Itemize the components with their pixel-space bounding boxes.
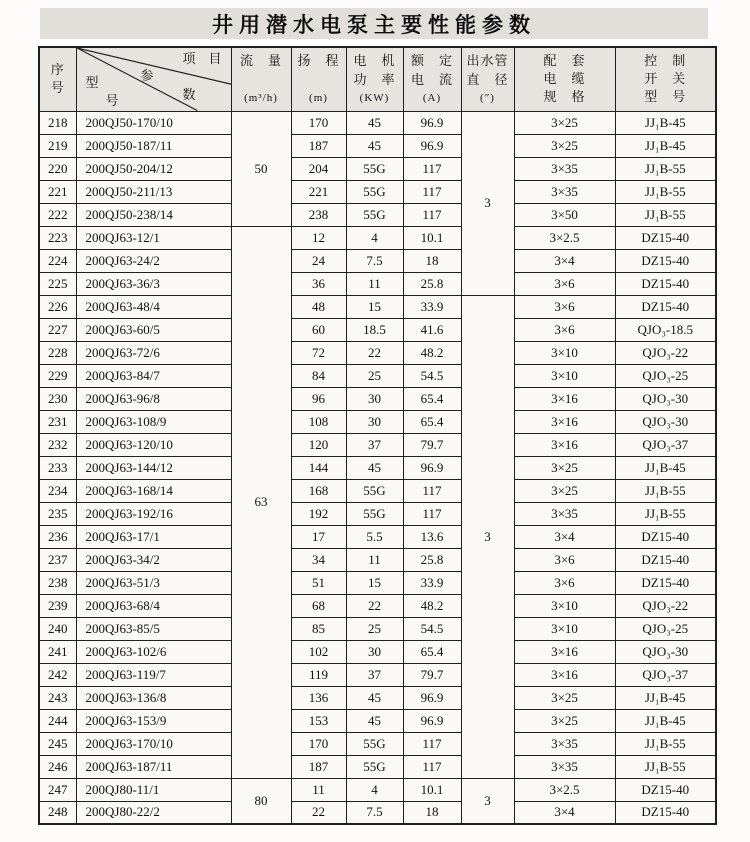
cell-current: 65.4 <box>403 387 461 410</box>
cell-head: 136 <box>291 686 346 709</box>
cell-current: 117 <box>403 180 461 203</box>
cell-switch: JJ₁B-55 <box>615 203 716 226</box>
table-row <box>39 594 716 617</box>
cell-current: 65.4 <box>403 410 461 433</box>
cell-power: 7.5 <box>346 801 403 824</box>
cell-power: 55G <box>346 755 403 778</box>
cell-current: 54.5 <box>403 617 461 640</box>
cell-switch: QJO₃-22 <box>615 341 716 364</box>
cell-head: 96 <box>291 387 346 410</box>
cell-current: 18 <box>403 801 461 824</box>
col-header-diameter <box>461 47 514 111</box>
header-line: 功 率 <box>353 71 396 87</box>
cell-switch: DZ15-40 <box>615 295 716 318</box>
cell-current: 79.7 <box>403 433 461 456</box>
cell-serial: 224 <box>39 249 76 272</box>
cell-switch: QJO₃-18.5 <box>615 318 716 341</box>
cell-cable: 3×16 <box>514 433 615 456</box>
cell-current: 54.5 <box>403 364 461 387</box>
table-row <box>39 617 716 640</box>
header-unit: (″) <box>480 91 495 104</box>
cell-current: 33.9 <box>403 571 461 594</box>
cell-model: 200QJ63-170/10 <box>76 732 231 755</box>
cell-serial: 235 <box>39 502 76 525</box>
cell-serial: 232 <box>39 433 76 456</box>
cell-power: 45 <box>346 709 403 732</box>
cell-serial: 247 <box>39 778 76 801</box>
cell-power: 45 <box>346 686 403 709</box>
cell-power: 18.5 <box>346 318 403 341</box>
cell-model: 200QJ63-36/3 <box>76 272 231 295</box>
table-row <box>39 571 716 594</box>
diagonal-label-param-2: 数 <box>182 87 196 102</box>
cell-head: 85 <box>291 617 346 640</box>
cell-cable: 3×6 <box>514 548 615 571</box>
table-row <box>39 732 716 755</box>
table-row <box>39 364 716 387</box>
cell-head: 119 <box>291 663 346 686</box>
cell-power: 4 <box>346 226 403 249</box>
cell-switch: JJ₁B-45 <box>615 134 716 157</box>
cell-switch: QJO₃-30 <box>615 410 716 433</box>
cell-power: 45 <box>346 456 403 479</box>
table-row <box>39 709 716 732</box>
table-row <box>39 134 716 157</box>
cell-head: 168 <box>291 479 346 502</box>
cell-current: 96.9 <box>403 709 461 732</box>
cell-power: 4 <box>346 778 403 801</box>
cell-serial: 227 <box>39 318 76 341</box>
cell-cable: 3×2.5 <box>514 778 615 801</box>
cell-head: 120 <box>291 433 346 456</box>
cell-flow-merged: 80 <box>231 778 291 824</box>
cell-cable: 3×16 <box>514 640 615 663</box>
table-row <box>39 295 716 318</box>
cell-model: 200QJ50-170/10 <box>76 111 231 134</box>
cell-switch: DZ15-40 <box>615 525 716 548</box>
cell-head: 24 <box>291 249 346 272</box>
cell-model: 200QJ80-11/1 <box>76 778 231 801</box>
cell-power: 30 <box>346 640 403 663</box>
cell-switch: DZ15-40 <box>615 571 716 594</box>
cell-cable: 3×10 <box>514 617 615 640</box>
cell-current: 10.1 <box>403 226 461 249</box>
col-header-head <box>291 47 346 111</box>
cell-serial: 228 <box>39 341 76 364</box>
cell-power: 55G <box>346 502 403 525</box>
cell-serial: 223 <box>39 226 76 249</box>
table-row <box>39 456 716 479</box>
cell-serial: 221 <box>39 180 76 203</box>
cell-switch: JJ₁B-45 <box>615 456 716 479</box>
cell-head: 11 <box>291 778 346 801</box>
cell-model: 200QJ80-22/2 <box>76 801 231 824</box>
cell-current: 117 <box>403 203 461 226</box>
cell-cable: 3×4 <box>514 801 615 824</box>
header-line: 规 格 <box>543 88 586 104</box>
table-row <box>39 502 716 525</box>
header-unit: (m) <box>309 91 328 104</box>
cell-cable: 3×16 <box>514 387 615 410</box>
cell-serial: 220 <box>39 157 76 180</box>
cell-serial: 238 <box>39 571 76 594</box>
cell-flow-merged: 63 <box>231 226 291 778</box>
cell-serial: 218 <box>39 111 76 134</box>
cell-serial: 237 <box>39 548 76 571</box>
cell-cable: 3×4 <box>514 525 615 548</box>
table-row <box>39 249 716 272</box>
cell-model: 200QJ63-68/4 <box>76 594 231 617</box>
cell-head: 72 <box>291 341 346 364</box>
header-line: 额 定 <box>410 53 453 68</box>
cell-power: 45 <box>346 134 403 157</box>
header-line: 号 <box>50 79 65 95</box>
cell-power: 55G <box>346 479 403 502</box>
cell-model: 200QJ63-168/14 <box>76 479 231 502</box>
cell-cable: 3×6 <box>514 318 615 341</box>
cell-model: 200QJ63-48/4 <box>76 295 231 318</box>
cell-serial: 219 <box>39 134 76 157</box>
cell-power: 55G <box>346 157 403 180</box>
table-row <box>39 111 716 134</box>
cell-diameter-merged: 3 <box>461 111 514 295</box>
cell-power: 7.5 <box>346 249 403 272</box>
cell-switch: DZ15-40 <box>615 801 716 824</box>
cell-diameter-merged: 3 <box>461 778 514 824</box>
cell-head: 48 <box>291 295 346 318</box>
cell-cable: 3×16 <box>514 410 615 433</box>
cell-current: 48.2 <box>403 594 461 617</box>
cell-head: 187 <box>291 755 346 778</box>
cell-switch: JJ₁B-55 <box>615 732 716 755</box>
cell-current: 117 <box>403 755 461 778</box>
cell-switch: QJO₃-30 <box>615 387 716 410</box>
header-line: 电 机 <box>353 53 396 68</box>
cell-head: 144 <box>291 456 346 479</box>
table-row <box>39 318 716 341</box>
table-row <box>39 801 716 824</box>
table-row <box>39 272 716 295</box>
cell-switch: JJ₁B-55 <box>615 479 716 502</box>
page-title: 井用潜水电泵主要性能参数 <box>40 8 708 39</box>
cell-head: 192 <box>291 502 346 525</box>
cell-head: 12 <box>291 226 346 249</box>
cell-serial: 222 <box>39 203 76 226</box>
cell-model: 200QJ63-153/9 <box>76 709 231 732</box>
table-row <box>39 226 716 249</box>
table-row <box>39 686 716 709</box>
header-unit: (m³/h) <box>244 91 278 104</box>
cell-head: 238 <box>291 203 346 226</box>
cell-current: 18 <box>403 249 461 272</box>
col-header-serial <box>39 47 76 111</box>
col-header-current <box>403 47 461 111</box>
diagonal-label-model-2: 号 <box>105 93 119 108</box>
cell-model: 200QJ50-187/11 <box>76 134 231 157</box>
cell-current: 96.9 <box>403 111 461 134</box>
cell-flow-merged: 50 <box>231 111 291 226</box>
cell-serial: 226 <box>39 295 76 318</box>
cell-serial: 246 <box>39 755 76 778</box>
cell-model: 200QJ50-204/12 <box>76 157 231 180</box>
cell-serial: 241 <box>39 640 76 663</box>
table-row <box>39 479 716 502</box>
cell-power: 11 <box>346 548 403 571</box>
cell-current: 117 <box>403 732 461 755</box>
cell-switch: DZ15-40 <box>615 778 716 801</box>
cell-power: 11 <box>346 272 403 295</box>
cell-switch: JJ₁B-55 <box>615 755 716 778</box>
cell-head: 102 <box>291 640 346 663</box>
cell-cable: 3×16 <box>514 663 615 686</box>
cell-serial: 230 <box>39 387 76 410</box>
header-unit: (A) <box>422 91 442 104</box>
header-line: 电 缆 <box>543 70 586 86</box>
cell-model: 200QJ63-108/9 <box>76 410 231 433</box>
table-body <box>39 111 716 824</box>
cell-cable: 3×2.5 <box>514 226 615 249</box>
cell-power: 55G <box>346 732 403 755</box>
cell-current: 13.6 <box>403 525 461 548</box>
cell-current: 10.1 <box>403 778 461 801</box>
cell-power: 25 <box>346 617 403 640</box>
cell-switch: QJO₃-25 <box>615 364 716 387</box>
cell-switch: JJ₁B-55 <box>615 157 716 180</box>
cell-model: 200QJ50-238/14 <box>76 203 231 226</box>
table-row <box>39 203 716 226</box>
cell-cable: 3×35 <box>514 502 615 525</box>
cell-head: 153 <box>291 709 346 732</box>
cell-power: 37 <box>346 663 403 686</box>
cell-power: 15 <box>346 571 403 594</box>
cell-serial: 239 <box>39 594 76 617</box>
cell-switch: JJ₁B-45 <box>615 709 716 732</box>
cell-head: 36 <box>291 272 346 295</box>
cell-cable: 3×6 <box>514 272 615 295</box>
col-header-switch <box>615 47 716 111</box>
cell-serial: 242 <box>39 663 76 686</box>
cell-current: 117 <box>403 157 461 180</box>
cell-switch: DZ15-40 <box>615 548 716 571</box>
cell-head: 221 <box>291 180 346 203</box>
header-line: 流 量 <box>239 53 282 68</box>
cell-switch: JJ₁B-45 <box>615 111 716 134</box>
cell-cable: 3×25 <box>514 709 615 732</box>
cell-current: 65.4 <box>403 640 461 663</box>
cell-switch: JJ₁B-55 <box>615 502 716 525</box>
cell-power: 30 <box>346 387 403 410</box>
cell-model: 200QJ63-34/2 <box>76 548 231 571</box>
col-header-model-diagonal <box>76 47 231 111</box>
cell-switch: JJ₁B-45 <box>615 686 716 709</box>
cell-head: 68 <box>291 594 346 617</box>
cell-cable: 3×35 <box>514 755 615 778</box>
cell-power: 25 <box>346 364 403 387</box>
table-row <box>39 663 716 686</box>
cell-switch: QJO₃-37 <box>615 663 716 686</box>
col-header-power <box>346 47 403 111</box>
cell-serial: 248 <box>39 801 76 824</box>
cell-cable: 3×25 <box>514 479 615 502</box>
cell-model: 200QJ63-96/8 <box>76 387 231 410</box>
cell-current: 117 <box>403 479 461 502</box>
cell-serial: 233 <box>39 456 76 479</box>
cell-cable: 3×25 <box>514 134 615 157</box>
cell-model: 200QJ63-102/6 <box>76 640 231 663</box>
table-row <box>39 180 716 203</box>
cell-current: 79.7 <box>403 663 461 686</box>
header-line: 电 流 <box>410 71 453 87</box>
cell-head: 51 <box>291 571 346 594</box>
cell-model: 200QJ63-24/2 <box>76 249 231 272</box>
cell-switch: DZ15-40 <box>615 272 716 295</box>
cell-head: 170 <box>291 732 346 755</box>
cell-power: 55G <box>346 180 403 203</box>
cell-switch: QJO₃-22 <box>615 594 716 617</box>
header-line: 控 制 <box>644 53 687 68</box>
cell-head: 187 <box>291 134 346 157</box>
cell-power: 30 <box>346 410 403 433</box>
cell-power: 37 <box>346 433 403 456</box>
cell-switch: JJ₁B-55 <box>615 180 716 203</box>
cell-serial: 229 <box>39 364 76 387</box>
table-row <box>39 433 716 456</box>
cell-cable: 3×35 <box>514 732 615 755</box>
cell-cable: 3×10 <box>514 341 615 364</box>
cell-current: 41.6 <box>403 318 461 341</box>
cell-cable: 3×35 <box>514 157 615 180</box>
cell-current: 96.9 <box>403 134 461 157</box>
cell-switch: DZ15-40 <box>615 226 716 249</box>
col-header-cable <box>514 47 615 111</box>
cell-current: 25.8 <box>403 548 461 571</box>
cell-power: 5.5 <box>346 525 403 548</box>
cell-cable: 3×6 <box>514 295 615 318</box>
diagonal-label-item: 项 目 <box>182 51 222 66</box>
cell-head: 34 <box>291 548 346 571</box>
table-row <box>39 525 716 548</box>
cell-model: 200QJ63-72/6 <box>76 341 231 364</box>
cell-serial: 245 <box>39 732 76 755</box>
cell-model: 200QJ63-187/11 <box>76 755 231 778</box>
cell-switch: QJO₃-30 <box>615 640 716 663</box>
cell-power: 55G <box>346 203 403 226</box>
cell-serial: 234 <box>39 479 76 502</box>
pump-parameters-table <box>38 46 717 825</box>
cell-model: 200QJ63-12/1 <box>76 226 231 249</box>
cell-serial: 225 <box>39 272 76 295</box>
header-line: 开 关 <box>644 70 687 86</box>
table-row <box>39 755 716 778</box>
header-line: 配 套 <box>543 53 586 68</box>
cell-diameter-merged: 3 <box>461 295 514 778</box>
cell-switch: QJO₃-25 <box>615 617 716 640</box>
cell-head: 22 <box>291 801 346 824</box>
header-line: 出水管 <box>466 53 509 68</box>
cell-cable: 3×25 <box>514 456 615 479</box>
table-row <box>39 778 716 801</box>
header-line: 型 号 <box>644 88 687 104</box>
cell-current: 96.9 <box>403 686 461 709</box>
cell-cable: 3×50 <box>514 203 615 226</box>
cell-model: 200QJ63-119/7 <box>76 663 231 686</box>
diagonal-label-param-1: 参 <box>140 68 154 83</box>
cell-power: 45 <box>346 111 403 134</box>
cell-head: 60 <box>291 318 346 341</box>
cell-cable: 3×25 <box>514 111 615 134</box>
col-header-flow <box>231 47 291 111</box>
cell-model: 200QJ63-136/8 <box>76 686 231 709</box>
header-line: 扬 程 <box>297 53 340 68</box>
cell-current: 25.8 <box>403 272 461 295</box>
cell-model: 200QJ63-51/3 <box>76 571 231 594</box>
cell-serial: 240 <box>39 617 76 640</box>
cell-cable: 3×10 <box>514 594 615 617</box>
header-line: 序 <box>50 61 65 77</box>
header-line: 直 径 <box>466 71 509 87</box>
cell-power: 22 <box>346 594 403 617</box>
cell-head: 170 <box>291 111 346 134</box>
cell-current: 33.9 <box>403 295 461 318</box>
cell-current: 117 <box>403 502 461 525</box>
cell-model: 200QJ63-144/12 <box>76 456 231 479</box>
cell-switch: DZ15-40 <box>615 249 716 272</box>
cell-model: 200QJ50-211/13 <box>76 180 231 203</box>
table-row <box>39 157 716 180</box>
cell-serial: 231 <box>39 410 76 433</box>
cell-model: 200QJ63-60/5 <box>76 318 231 341</box>
cell-switch: QJO₃-37 <box>615 433 716 456</box>
table-row <box>39 387 716 410</box>
cell-head: 204 <box>291 157 346 180</box>
cell-power: 15 <box>346 295 403 318</box>
table-header-row <box>39 47 716 111</box>
cell-cable: 3×6 <box>514 571 615 594</box>
table-row <box>39 410 716 433</box>
cell-head: 84 <box>291 364 346 387</box>
cell-serial: 236 <box>39 525 76 548</box>
table-row <box>39 548 716 571</box>
cell-head: 17 <box>291 525 346 548</box>
header-unit: (KW) <box>359 91 390 104</box>
cell-model: 200QJ63-84/7 <box>76 364 231 387</box>
cell-cable: 3×4 <box>514 249 615 272</box>
cell-model: 200QJ63-120/10 <box>76 433 231 456</box>
cell-model: 200QJ63-192/16 <box>76 502 231 525</box>
diagonal-label-model-1: 型 <box>85 75 99 90</box>
cell-model: 200QJ63-17/1 <box>76 525 231 548</box>
cell-cable: 3×35 <box>514 180 615 203</box>
table-row <box>39 640 716 663</box>
cell-current: 96.9 <box>403 456 461 479</box>
cell-power: 22 <box>346 341 403 364</box>
cell-current: 48.2 <box>403 341 461 364</box>
cell-cable: 3×10 <box>514 364 615 387</box>
cell-model: 200QJ63-85/5 <box>76 617 231 640</box>
cell-serial: 243 <box>39 686 76 709</box>
cell-cable: 3×25 <box>514 686 615 709</box>
cell-serial: 244 <box>39 709 76 732</box>
table-row <box>39 341 716 364</box>
cell-head: 108 <box>291 410 346 433</box>
